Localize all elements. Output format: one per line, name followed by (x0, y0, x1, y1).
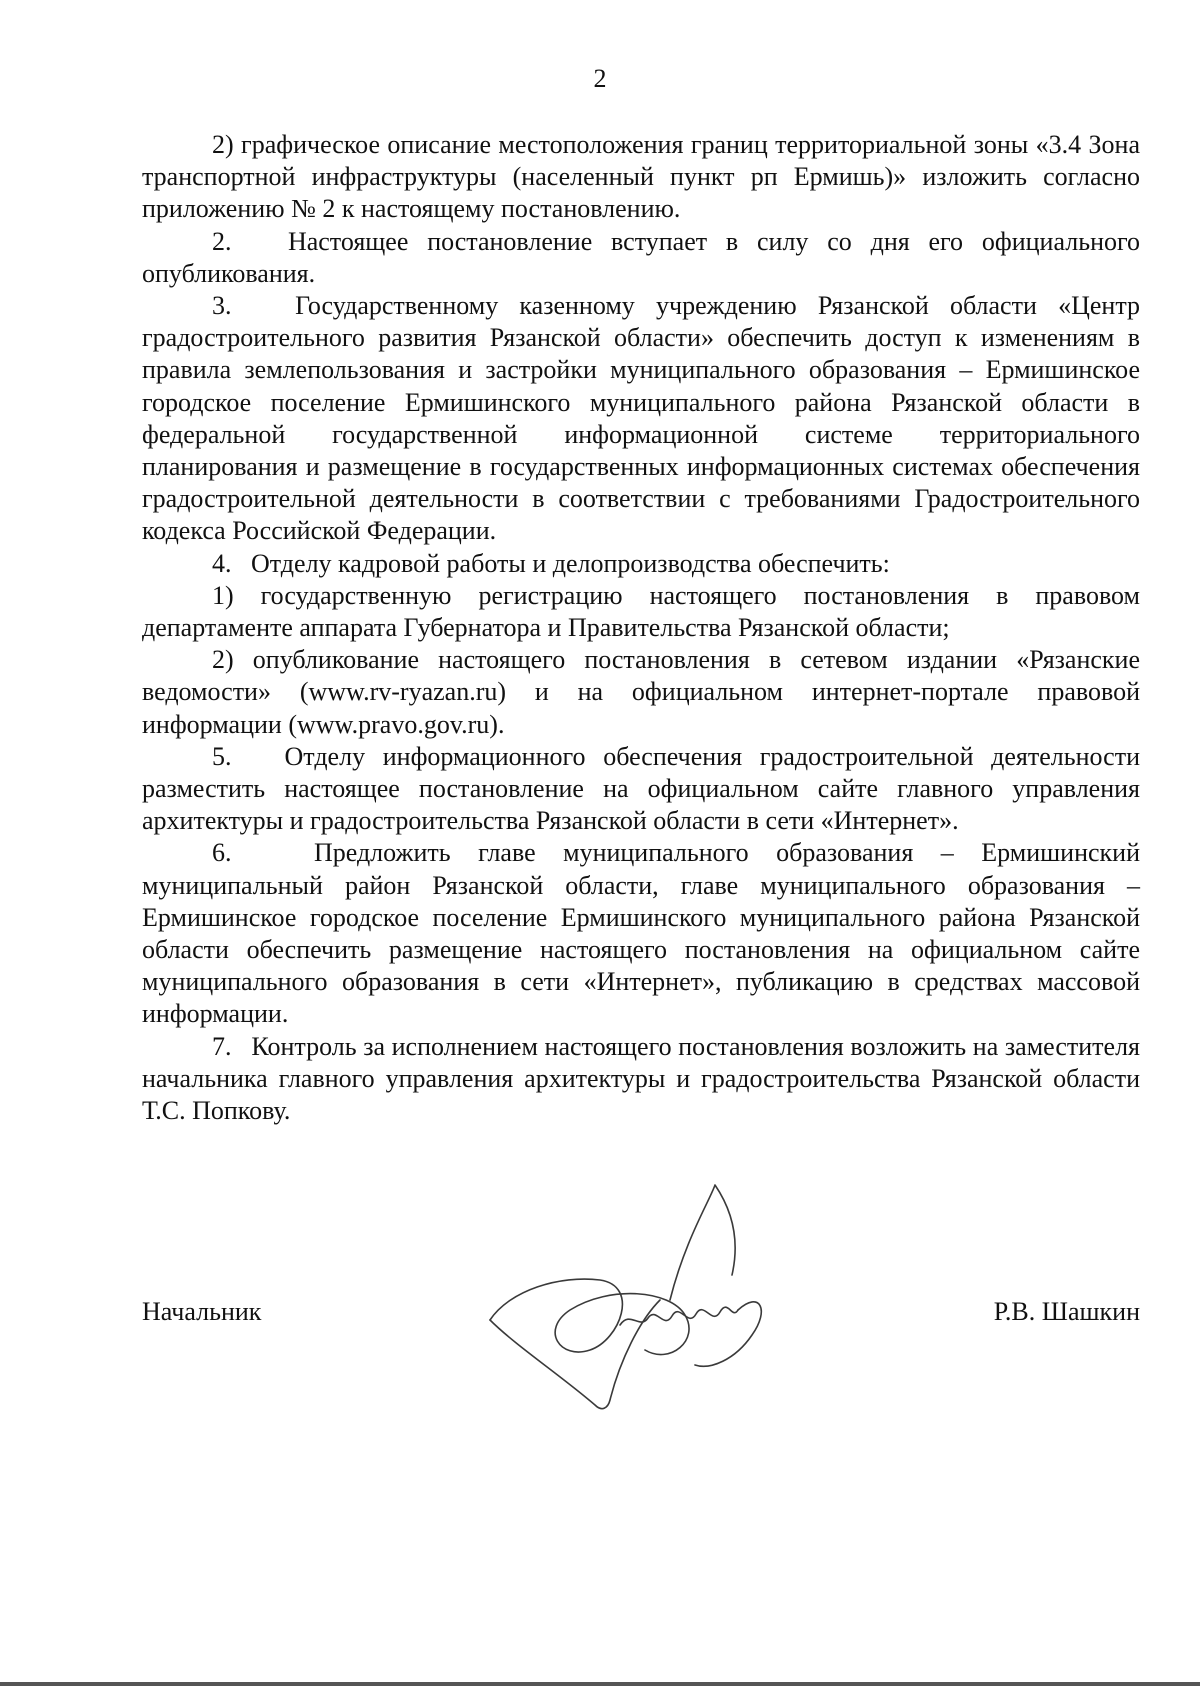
paragraph-4-2: 2) опубликование настоящего постановления в сетевом издании «Рязанские ведомости» (www.rv-ryazan.ru) и на официальном интернет-портале правовой информации (www.pravo.gov.ru). (142, 645, 1140, 739)
handwritten-signature (470, 1180, 820, 1440)
paragraph-3: 3. Государственному казенному учреждению Рязанской области «Центр градостроительного развития Рязанской области» обеспечить доступ к изменениям в правила землепользования и застройки муниципального образования – Ермишинское городское поселение Ермишинского муниципального района Рязанской области в федеральной государственной информационной системе территориального планирования и размещение в государственных информационных системах обеспечения градостроительной деятельности в соответствии с требованиями Градостроительного кодекса Российской Федерации. (142, 291, 1140, 546)
signature-stroke-top (670, 1185, 735, 1300)
paragraph-4-1: 1) государственную регистрацию настоящего постановления в правовом департаменте аппарата Губернатора и Правительства Рязанской области; (142, 580, 1140, 643)
paragraph-4: 4. Отделу кадровой работы и делопроизводства обеспечить: (212, 548, 890, 578)
paragraph-5: 5. Отделу информационного обеспечения градостроительной деятельности разместить настоящее постановление на официальном сайте главного управления архитектуры и градостроительства Рязанской области в сети «Интернет». (142, 741, 1140, 836)
signatory-position: Начальник (142, 1297, 262, 1326)
page-bottom-edge (0, 1682, 1200, 1686)
signatory-name: Р.В. Шашкин (993, 1297, 1140, 1326)
document-body (142, 129, 1140, 1127)
paragraph-2: 2. Настоящее постановление вступает в силу со дня его официального опубликования. (142, 226, 1140, 288)
signature-stroke-letters (620, 1307, 738, 1325)
paragraph-6: 6. Предложить главе муниципального образования – Ермишинский муниципальный район Рязанской области, главе муниципального образования – Ермишинское городское поселение Ермишинского муниципального района Рязанской области обеспечить размещение настоящего постановления на официальном сайте муниципального образования в сети «Интернет», публикацию в средствах массовой информации. (142, 838, 1140, 1029)
signature-stroke-tail (490, 1300, 660, 1409)
page-number: 2 (593, 64, 607, 93)
paragraph-7: 7. Контроль за исполнением настоящего постановления возложить на заместителя начальника главного управления архитектуры и градостроительства Рязанской области Т.С. Попкову. (142, 1031, 1140, 1126)
paragraph-1-2: 2) графическое описание местоположения границ территориальной зоны «3.4 Зона транспортной инфраструктуры (населенный пункт рп Ермишь)» изложить согласно приложению № 2 к настоящему постановлению. (142, 130, 1140, 224)
